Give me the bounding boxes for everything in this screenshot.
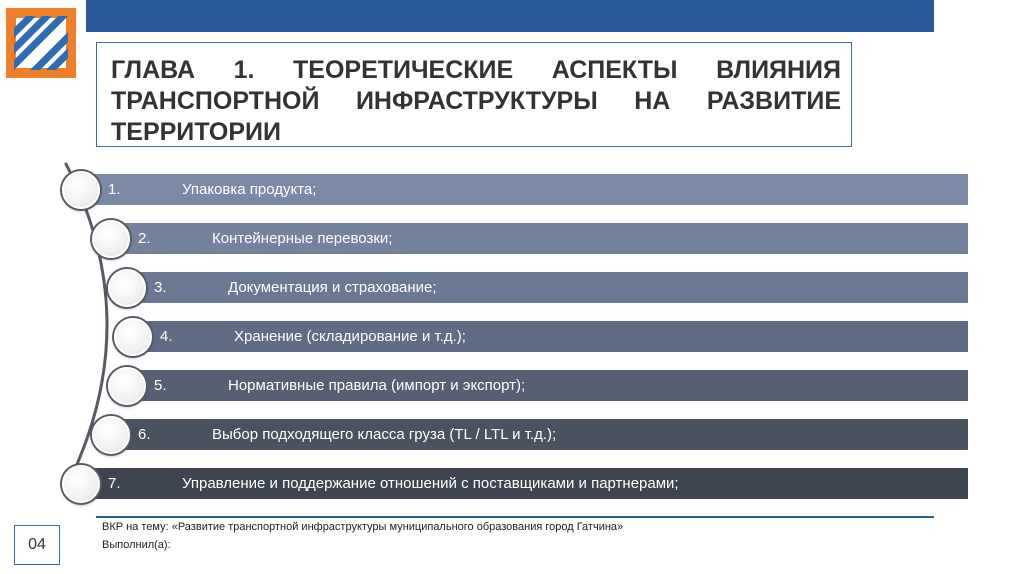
- timeline-node-icon: [62, 465, 100, 503]
- item-number: 5.: [154, 377, 167, 394]
- item-number: 1.: [108, 181, 121, 198]
- list-item-7: [82, 468, 968, 499]
- footer-divider: [96, 516, 934, 518]
- item-number: 7.: [108, 475, 121, 492]
- list-item-3: [126, 272, 968, 303]
- footer-author: Выполнил(а):: [102, 539, 171, 551]
- list-item-2: [110, 223, 968, 254]
- item-number: 2.: [138, 230, 151, 247]
- page-number: 04: [14, 525, 60, 565]
- timeline-node-icon: [108, 367, 146, 405]
- item-number: 3.: [154, 279, 167, 296]
- item-label: Управление и поддержание отношений с поставщиками и партнерами;: [182, 475, 679, 492]
- item-label: Контейнерные перевозки;: [212, 230, 393, 247]
- item-label: Выбор подходящего класса груза (TL / LTL и т.д.);: [212, 426, 557, 443]
- item-number: 4.: [160, 328, 173, 345]
- timeline-node-icon: [114, 318, 152, 356]
- footer-topic: ВКР на тему: «Развитие транспортной инфраструктуры муниципального образования город Гатчина»: [102, 521, 624, 533]
- item-label: Документация и страхование;: [228, 279, 437, 296]
- title-box: [96, 42, 852, 147]
- logo-icon: [6, 8, 76, 78]
- timeline-node-icon: [92, 416, 130, 454]
- timeline: [0, 158, 1024, 508]
- timeline-node-icon: [62, 171, 100, 209]
- list-item-5: [126, 370, 968, 401]
- list-item-6: [110, 419, 968, 450]
- list-item-1: [82, 174, 968, 205]
- page-title: ГЛАВА 1. ТЕОРЕТИЧЕСКИЕ АСПЕКТЫ ВЛИЯНИЯ ТРАНСПОРТНОЙ ИНФРАСТРУКТУРЫ НА РАЗВИТИЕ ТЕРРИТОРИИ: [111, 56, 841, 146]
- item-label: Хранение (складирование и т.д.);: [234, 328, 466, 345]
- header-bar: [86, 0, 934, 32]
- item-label: Упаковка продукта;: [182, 181, 317, 198]
- timeline-node-icon: [108, 269, 146, 307]
- item-number: 6.: [138, 426, 151, 443]
- item-label: Нормативные правила (импорт и экспорт);: [228, 377, 526, 394]
- list-item-4: [132, 321, 968, 352]
- timeline-node-icon: [92, 220, 130, 258]
